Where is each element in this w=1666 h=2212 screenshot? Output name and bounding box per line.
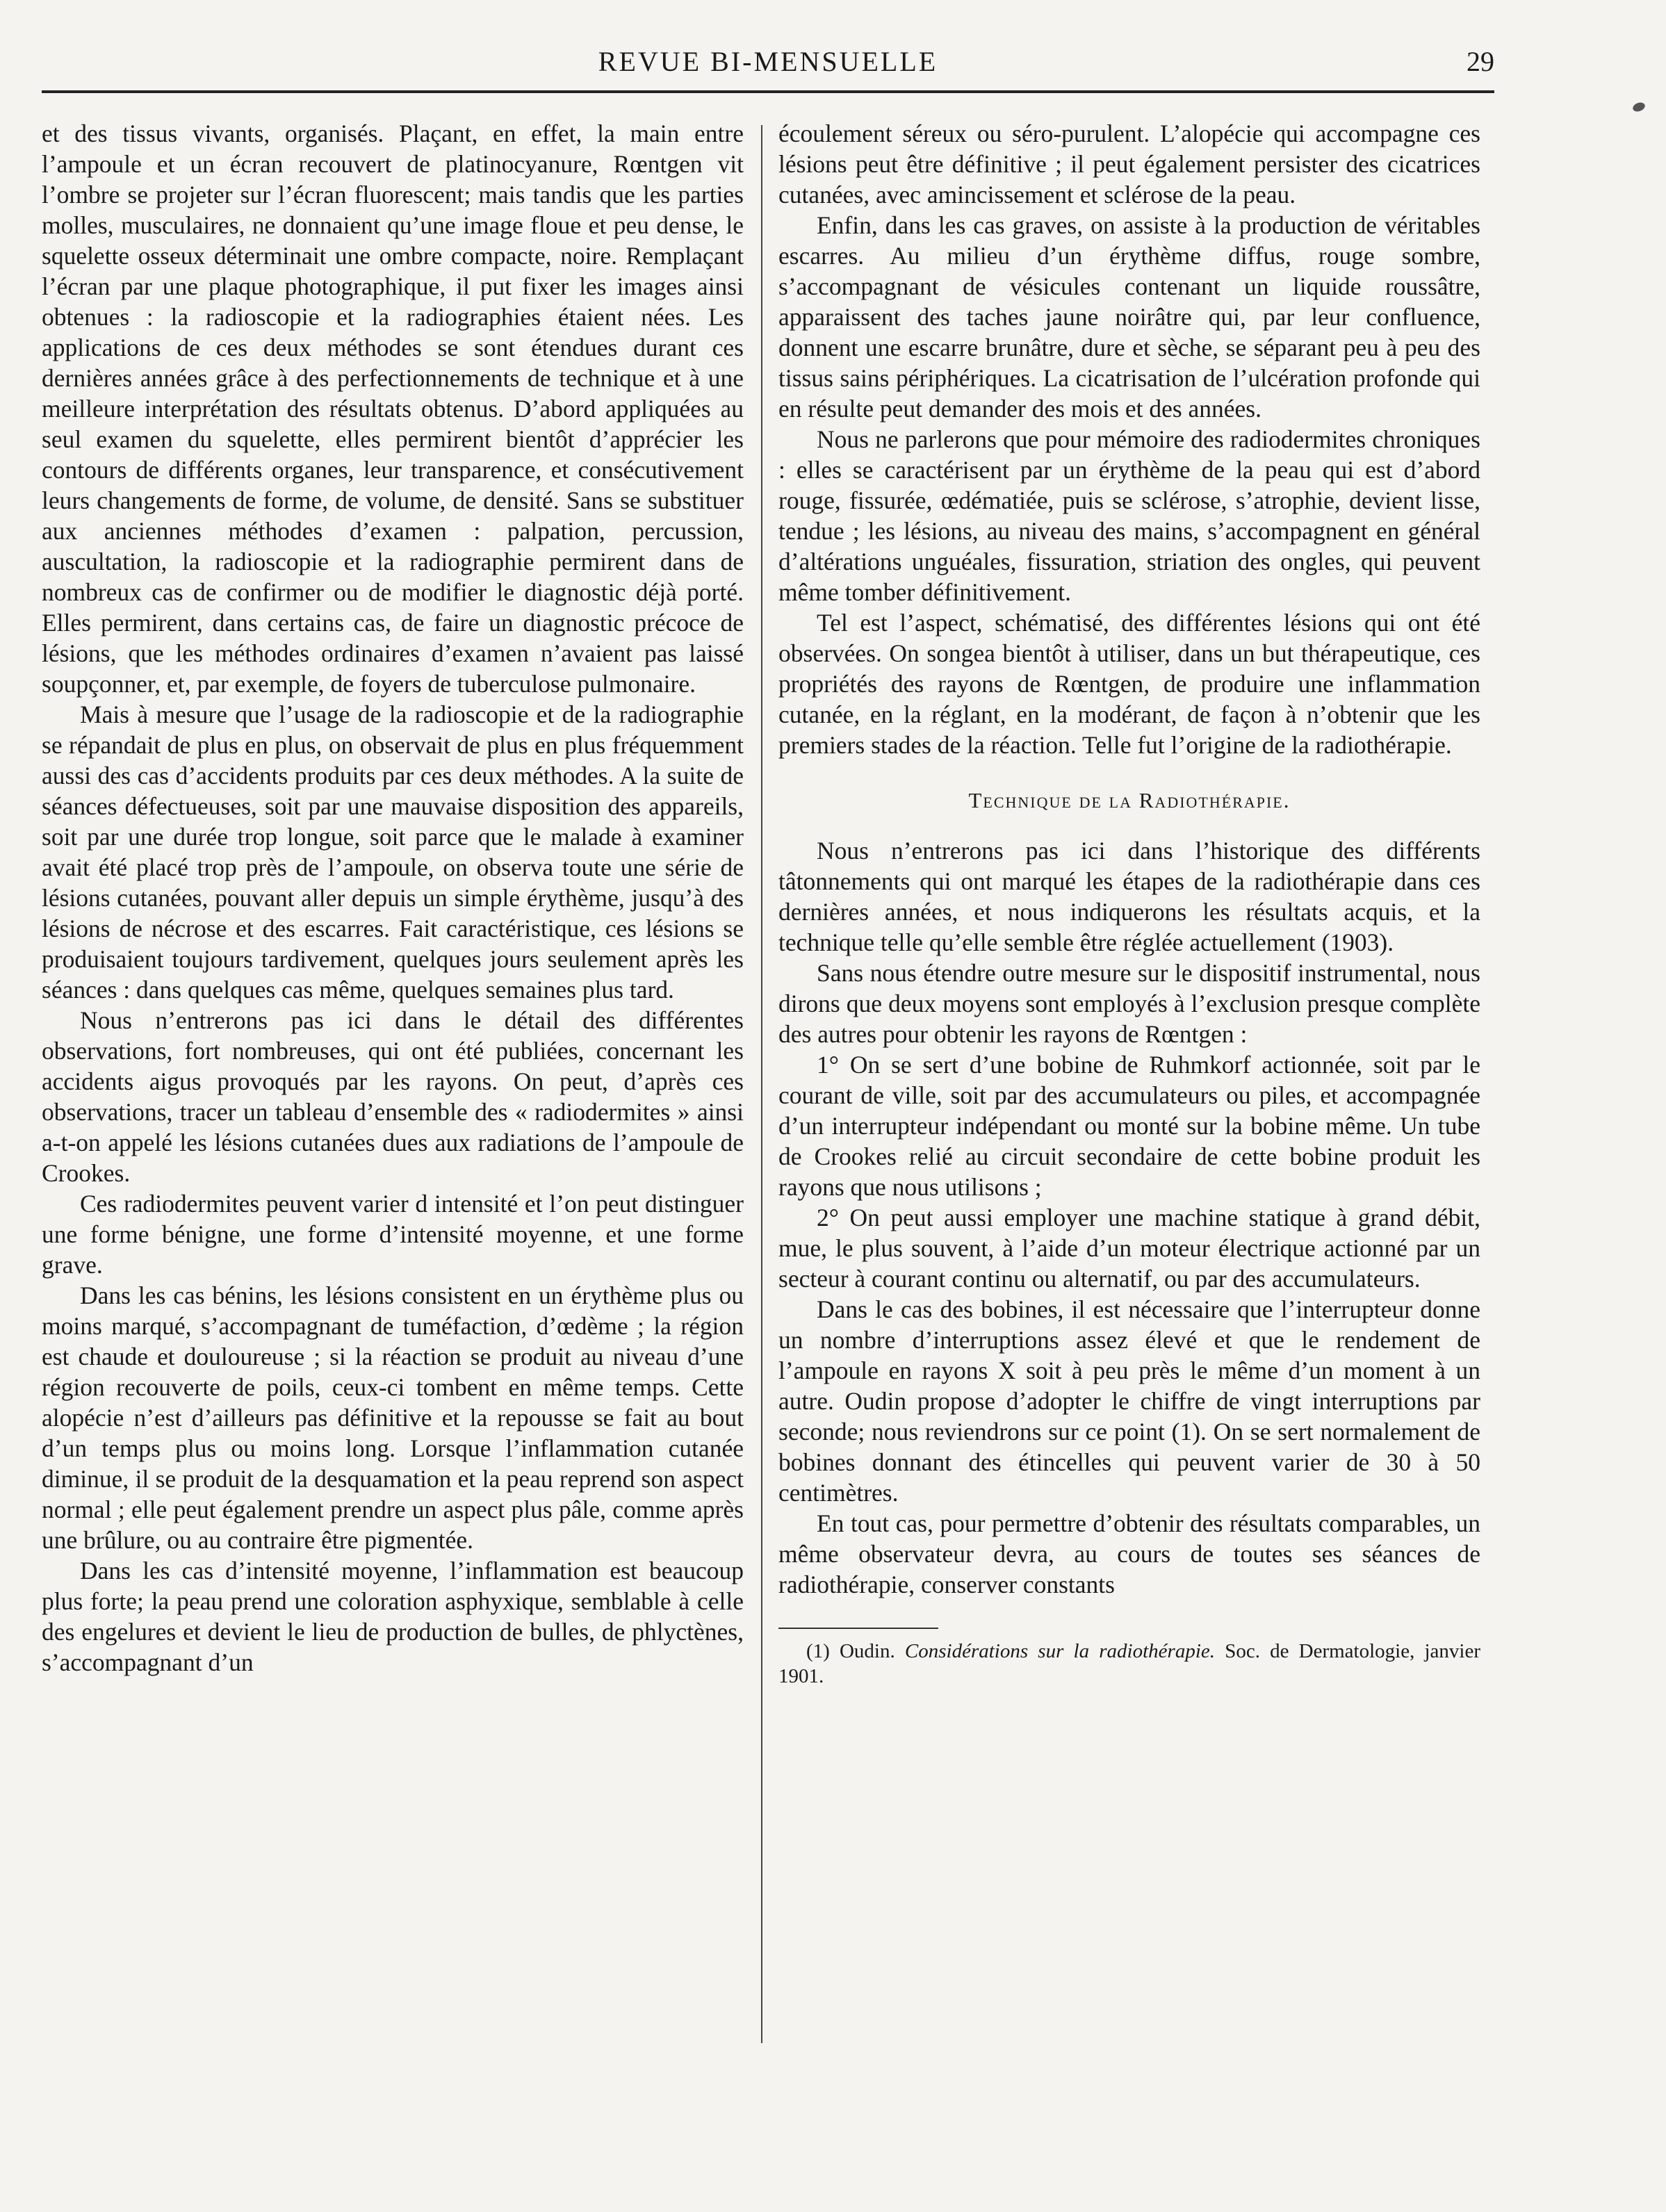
paragraph: Enfin, dans les cas graves, on assiste à la production de véritables escarres. Au milieu d’un érythème diffus, rouge sombre, s’accompagnant de vésicules contenant un liquide roussâtre, apparaissent des taches jaune noirâtre qui, par leur confluence, donnent une escarre brunâtre, dure et sèche, se séparant peu à peu des tissus sains périphériques. La cicatrisation de l’ulcération profonde qui en résulte peut demander des mois et des années. bbox=[778, 211, 1480, 423]
paragraph: et des tissus vivants, organisés. Plaçant, en effet, la main entre l’ampoule et un écran recouvert de platinocyanure, Rœntgen vit l’ombre se projeter sur l’écran fluorescent; mais tandis que les parties molles, musculaires, ne donnaient qu’une image floue et peu dense, le squelette osseux déterminait une ombre compacte, noire. Remplaçant l’écran par une plaque photographique, il put fixer les images ainsi obtenues : la radioscopie et la radiographies étaient nées. Les applications de ces deux méthodes se sont étendues durant ces dernières années grâce à des perfectionnements de technique et à une meilleure interprétation des résultats obtenus. D’abord appliquées au seul examen du squelette, elles permirent bientôt d’apprécier les contours de différents organes, leur transparence, et consécutivement leurs changements de forme, de volume, de densité. Sans se substituer aux anciennes méthodes d’examen : palpation, percussion, auscultation, la radioscopie et la radiographie permirent dans de nombreux cas de confirmer ou de modifier le diagnostic déjà porté. Elles permirent, dans certains cas, de faire un diagnostic précoce de lésions, que les méthodes ordinaires d’examen n’avaient pas laissé soupçonner, et, par exemple, de foyers de tuberculose pulmonaire. bbox=[42, 120, 744, 698]
paragraph: 2° On peut aussi employer une machine statique à grand débit, mue, le plus souvent, à l’aide d’un moteur électrique actionné par un secteur à courant continu ou alternatif, ou par des accumulateurs. bbox=[778, 1204, 1480, 1293]
paragraph: Nous ne parlerons que pour mémoire des radiodermites chroniques : elles se caractérisent par un érythème de la peau qui est d’abord rouge, fissurée, œdématiée, puis se sclérose, s’atrophie, devient lisse, tendue ; les lésions, au niveau des mains, s’accompagnent en général d’altérations unguéales, fissuration, striation des ongles, qui peuvent même tomber définitivement. bbox=[778, 425, 1480, 606]
ink-smudge bbox=[1631, 101, 1646, 113]
footnote-title: Considérations sur la radiothérapie. bbox=[904, 1640, 1216, 1662]
footnote-source: Soc. de Dermatologie, janvier 1901. bbox=[778, 1640, 1481, 1687]
paragraph: Ces radiodermites peuvent varier d intensité et l’on peut distinguer une forme bénigne, une forme d’intensité moyenne, et une forme grave. bbox=[42, 1190, 744, 1279]
footnote-rule bbox=[778, 1628, 938, 1629]
paragraph: Nous n’entrerons pas ici dans le détail des différentes observations, fort nombreuses, qui ont été publiées, concernant les accidents aigus provoqués par les rayons. On peut, d’après ces observations, tracer un tableau d’ensemble des « radiodermites » ainsi a-t-on appelé les lésions cutanées dues aux radiations de l’ampoule de Crookes. bbox=[42, 1006, 744, 1187]
footnote bbox=[778, 1639, 1480, 1689]
paragraph: Dans les cas d’intensité moyenne, l’inflammation est beaucoup plus forte; la peau prend une coloration asphyxique, semblable à celle des engelures et devient le lieu de production de bulles, de phlyctènes, s’accompagnant d’un bbox=[42, 1557, 744, 1676]
paragraph: Dans les cas bénins, les lésions consistent en un érythème plus ou moins marqué, s’accompagnant de tuméfaction, d’œdème ; la région est chaude et douloureuse ; si la réaction se produit au niveau d’une région recouverte de poils, ceux-ci tombent en même temps. Cette alopécie n’est d’ailleurs pas définitive et la repousse se fait au bout d’un temps plus ou moins long. Lorsque l’inflammation cutanée diminue, il se produit de la desquamation et la peau reprend son aspect normal ; elle peut également prendre un aspect plus pâle, comme après une brûlure, ou au contraire être pigmentée. bbox=[42, 1281, 744, 1554]
paragraph: Sans nous étendre outre mesure sur le dispositif instrumental, nous dirons que deux moyens sont employés à l’exclusion presque complète des autres pour obtenir les rayons de Rœntgen : bbox=[778, 959, 1480, 1048]
section-heading: Technique de la Radiothérapie. bbox=[968, 788, 1291, 812]
journal-page bbox=[42, 28, 1494, 2168]
header-rule bbox=[42, 90, 1494, 93]
paragraph: écoulement séreux ou séro-purulent. L’alopécie qui accompagne ces lésions peut être définitive ; il peut également persister des cicatrices cutanées, avec amincissement et sclérose de la peau. bbox=[778, 120, 1480, 208]
paragraph: Dans le cas des bobines, il est nécessaire que l’interrupteur donne un nombre d’interruptions assez élevé et que le rendement de l’ampoule en rayons X soit à peu près le même d’un moment à un autre. Oudin propose d’adopter le chiffre de vingt interruptions par seconde; nous reviendrons sur ce point (1). On se sert normalement de bobines donnant des étincelles qui peuvent varier de 30 à 50 centimètres. bbox=[778, 1295, 1480, 1507]
page-number: 29 bbox=[1467, 46, 1494, 77]
page-header bbox=[42, 45, 1494, 94]
paragraph: 1° On se sert d’une bobine de Ruhmkorf actionnée, soit par le courant de ville, soit par des accumulateurs ou piles, et accompagnée d’un interrupteur indépendant ou monté sur la bobine même. Un tube de Crookes relié au circuit secondaire de cette bobine produit les rayons que nous utilisons ; bbox=[778, 1051, 1480, 1201]
paragraph: Tel est l’aspect, schématisé, des différentes lésions qui ont été observées. On songea bientôt à utiliser, dans un but thérapeutique, ces propriétés des rayons de Rœntgen, de produire une inflammation cutanée, en la réglant, en la modérant, de façon à n’obtenir que les premiers stades de la réaction. Telle fut l’origine de la radiothérapie. bbox=[778, 609, 1480, 759]
column-divider bbox=[761, 125, 762, 2043]
paragraph: Nous n’entrerons pas ici dans l’historique des différents tâtonnements qui ont marqué les étapes de la radiothérapie dans ces dernières années, et nous indiquerons les résultats acquis, et la technique telle qu’elle semble être réglée actuellement (1903). bbox=[778, 837, 1480, 956]
paragraph: Mais à mesure que l’usage de la radioscopie et de la radiographie se répandait de plus en plus, on observait de plus en plus fréquemment aussi des cas d’accidents produits par ces deux méthodes. A la suite de séances défectueuses, soit par une mauvaise disposition des appareils, soit par une durée trop longue, soit parce que le malade à examiner avait été placé trop près de l’ampoule, on observa toute une série de lésions cutanées, pouvant aller depuis un simple érythème, jusqu’à des lésions de nécrose et des escarres. Fait caractéristique, ces lésions se produisaient toujours tardivement, quelques jours seulement après les séances : dans quelques cas même, quelques semaines plus tard. bbox=[42, 701, 744, 1003]
left-column bbox=[42, 118, 744, 1678]
journal-title: REVUE BI-MENSUELLE bbox=[598, 46, 938, 77]
right-column bbox=[778, 118, 1480, 1689]
footnote-marker: (1) Oudin. bbox=[806, 1640, 895, 1662]
paragraph: En tout cas, pour permettre d’obtenir des résultats comparables, un même observateur devra, au cours de toutes ses séances de radiothérapie, conserver constants bbox=[778, 1509, 1480, 1598]
